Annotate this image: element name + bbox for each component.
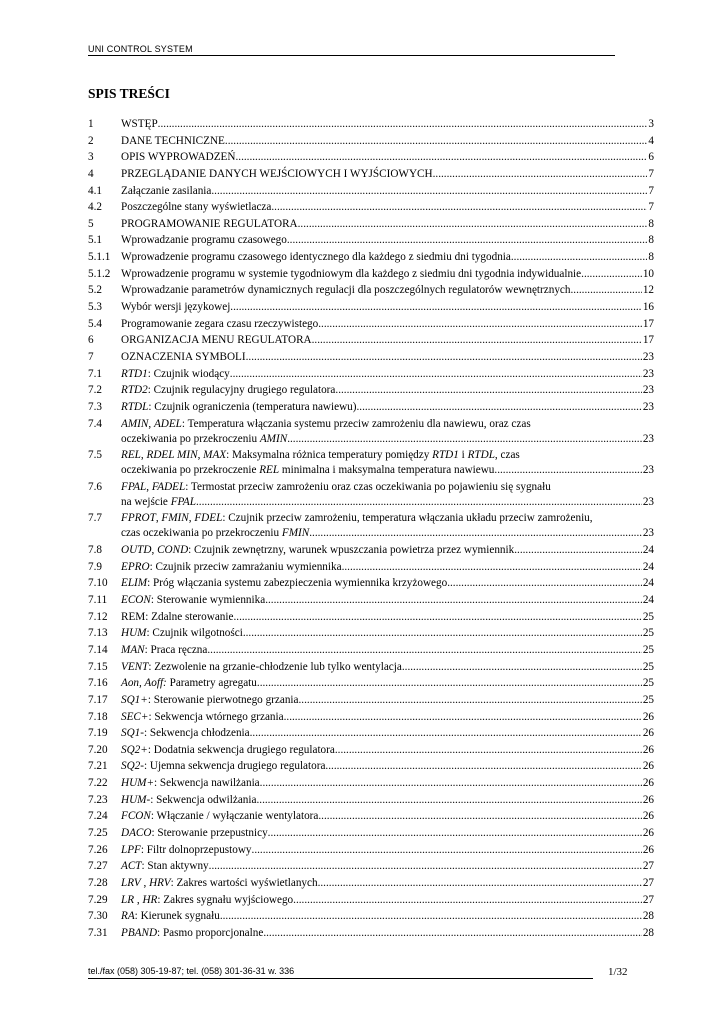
toc-leader-dots	[268, 826, 642, 841]
toc-entry-text: OZNACZENIA SYMBOLI	[121, 350, 246, 363]
toc-entry-body	[121, 480, 654, 510]
toc-entry-number: 6	[88, 334, 94, 347]
toc-entry-number: 7.28	[88, 876, 108, 889]
toc-entry-text: AMIN, ADEL: Temperatura włączania systemu przeciw zamrożeniu dla nawiewu, oraz czas	[121, 417, 531, 430]
toc-entry-text: SEC+: Sekwencja wtórnego grzania	[121, 710, 284, 723]
toc-leader-dots	[494, 463, 641, 478]
toc-entry-text: Aon, Aoff: Parametry agregatu	[121, 677, 257, 690]
toc-entry-number: 2	[88, 134, 94, 147]
toc-entry[interactable]	[88, 150, 654, 165]
toc-entry-body	[121, 167, 654, 182]
toc-entry-page: 26	[642, 810, 654, 823]
toc-entry-body	[121, 660, 654, 675]
toc-entry-page: 12	[642, 284, 654, 297]
table-of-contents	[88, 117, 654, 942]
toc-entry-page: 23	[642, 350, 654, 363]
toc-entry-page: 16	[642, 301, 654, 314]
toc-leader-dots	[298, 217, 648, 232]
toc-entry-number: 4.1	[88, 184, 102, 197]
toc-entry[interactable]	[88, 448, 654, 478]
toc-entry-page: 8	[648, 251, 654, 264]
toc-entry-page: 26	[642, 777, 654, 790]
toc-entry-text: REM: Zdalne sterowanie	[121, 610, 234, 623]
toc-entry-page: 26	[642, 793, 654, 806]
toc-entry[interactable]	[88, 876, 654, 891]
toc-entry[interactable]	[88, 184, 654, 199]
toc-entry-text: Wprowadzenie programu w systemie tygodniowym dla każdego z siedmiu dni tygodnia indywidualnie.	[121, 267, 584, 280]
toc-leader-dots	[318, 317, 642, 332]
toc-leader-dots	[271, 200, 647, 215]
toc-leader-dots	[287, 233, 648, 248]
toc-entry-number: 7	[88, 350, 94, 363]
toc-entry-body	[121, 743, 654, 758]
toc-entry-body	[121, 809, 654, 824]
toc-leader-dots	[260, 776, 642, 791]
toc-entry-number: 5.1	[88, 234, 102, 247]
footer-contact: tel./fax (058) 305-19-87; tel. (058) 301-36-31 w. 336	[88, 966, 295, 976]
toc-leader-dots	[447, 576, 642, 591]
toc-entry-text: Wprowadzanie parametrów dynamicznych regulacji dla poszczególnych regulatorów wewnętrznych.	[121, 284, 574, 297]
toc-leader-dots	[250, 726, 642, 741]
toc-entry-number: 5.1.1	[88, 251, 111, 264]
toc-entry[interactable]	[88, 367, 654, 382]
toc-entry-body	[121, 267, 654, 282]
toc-entry-number: 7.19	[88, 727, 108, 740]
toc-leader-dots	[284, 710, 642, 725]
toc-entry-body	[121, 543, 654, 558]
toc-entry[interactable]	[88, 610, 654, 625]
toc-entry-number: 7.24	[88, 810, 108, 823]
toc-entry-body	[121, 876, 654, 891]
toc-entry-text: Wprowadzanie programu czasowego	[121, 234, 287, 247]
toc-entry-number: 5	[88, 217, 94, 230]
toc-entry-body	[121, 826, 654, 841]
toc-entry-body	[121, 560, 654, 575]
toc-entry-page: 24	[642, 544, 654, 557]
toc-entry-body	[121, 333, 654, 348]
toc-entry-page: 23	[642, 400, 654, 413]
toc-leader-dots	[263, 926, 642, 941]
toc-leader-dots	[196, 495, 642, 510]
toc-entry-body	[121, 576, 654, 591]
toc-entry-text: SQ1-: Sekwencja chłodzenia	[121, 727, 250, 740]
toc-entry-page: 27	[642, 876, 654, 889]
toc-entry-page: 28	[642, 926, 654, 939]
toc-entry-number: 4	[88, 167, 94, 180]
toc-entry-number: 7.3	[88, 400, 102, 413]
toc-leader-dots	[233, 610, 641, 625]
toc-title: SPIS TREŚCI	[88, 86, 170, 101]
toc-entry-number: 7.2	[88, 384, 102, 397]
toc-entry[interactable]	[88, 333, 654, 348]
toc-leader-dots	[287, 432, 642, 447]
toc-entry-body	[121, 926, 654, 941]
toc-entry[interactable]	[88, 693, 654, 708]
toc-entry-text: SQ1+: Sterowanie pierwotnego grzania	[121, 693, 299, 706]
toc-leader-dots	[318, 876, 642, 891]
toc-entry-page: 17	[642, 317, 654, 330]
toc-entry-text: SQ2-: Ujemna sekwencja drugiego regulatora	[121, 760, 326, 773]
toc-entry[interactable]	[88, 643, 654, 658]
toc-entry-text: HUM: Czujnik wilgotności	[121, 627, 243, 640]
toc-entry[interactable]	[88, 543, 654, 558]
toc-entry[interactable]	[88, 217, 654, 232]
toc-entry[interactable]	[88, 909, 654, 924]
toc-entry-page: 4	[648, 134, 654, 147]
toc-entry-text: LRV , HRV: Zakres wartości wyświetlanych	[121, 876, 318, 889]
toc-entry-text: ORGANIZACJA MENU REGULATORA	[121, 334, 312, 347]
toc-entry-page: 25	[642, 677, 654, 690]
toc-entry-number: 7.22	[88, 777, 108, 790]
toc-entry-page: 23	[642, 527, 654, 540]
footer-rule	[88, 978, 593, 979]
toc-entry-body	[121, 400, 654, 415]
toc-entry[interactable]	[88, 233, 654, 248]
toc-entry-text: oczekiwania po przekroczenie REL minimalna i maksymalna temperatura nawiewu	[121, 464, 495, 477]
toc-entry[interactable]	[88, 250, 654, 265]
toc-entry-text: PBAND: Pasmo proporcjonalne	[121, 926, 264, 939]
toc-leader-dots	[356, 400, 641, 415]
toc-entry[interactable]	[88, 893, 654, 908]
toc-entry-page: 25	[642, 627, 654, 640]
toc-entry-page: 27	[642, 893, 654, 906]
toc-entry[interactable]	[88, 859, 654, 874]
toc-entry-number: 7.21	[88, 760, 108, 773]
toc-entry-body	[121, 726, 654, 741]
page-number: 1/32	[608, 966, 628, 978]
toc-entry-body	[121, 217, 654, 232]
toc-leader-dots	[256, 793, 641, 808]
toc-entry-number: 7.15	[88, 660, 108, 673]
toc-entry-text: WSTĘP	[121, 118, 158, 130]
toc-leader-dots	[514, 543, 642, 558]
toc-entry-number: 4.2	[88, 201, 102, 214]
toc-entry-text: SQ2+: Dodatnia sekwencja drugiego regulatora	[121, 743, 335, 756]
toc-entry-body	[121, 200, 654, 215]
toc-leader-dots	[207, 643, 641, 658]
toc-leader-dots	[257, 676, 642, 691]
toc-entry-text: LPF: Filtr dolnoprzepustowy	[121, 843, 252, 856]
toc-entry-body	[121, 859, 654, 874]
toc-entry-page: 26	[642, 727, 654, 740]
toc-leader-dots	[220, 909, 642, 924]
toc-entry-number: 7.30	[88, 910, 108, 923]
toc-entry-body	[121, 117, 654, 132]
toc-entry-page: 26	[642, 826, 654, 839]
toc-entry-page: 23	[642, 464, 654, 477]
toc-entry-number: 7.20	[88, 743, 108, 756]
toc-entry-body	[121, 693, 654, 708]
toc-leader-dots	[511, 250, 648, 265]
toc-entry-page: 26	[642, 760, 654, 773]
toc-entry-number: 7.29	[88, 893, 108, 906]
toc-entry[interactable]	[88, 843, 654, 858]
toc-entry-body	[121, 793, 654, 808]
toc-entry-page: 3	[648, 118, 654, 130]
toc-entry-page: 25	[642, 610, 654, 623]
toc-entry-page: 23	[642, 432, 654, 445]
toc-entry-number: 7.18	[88, 710, 108, 723]
toc-entry-page: 7	[648, 184, 654, 197]
toc-entry-text: RA: Kierunek sygnału	[121, 910, 220, 923]
toc-entry[interactable]	[88, 926, 654, 941]
toc-entry-number: 7.7	[88, 512, 102, 525]
toc-leader-dots	[265, 593, 642, 608]
toc-entry-body	[121, 710, 654, 725]
toc-entry[interactable]	[88, 593, 654, 608]
toc-entry-text: ELIM: Próg włączania systemu zabezpieczenia wymiennika krzyżowego	[121, 577, 448, 590]
toc-entry[interactable]	[88, 480, 654, 510]
toc-entry-body	[121, 350, 654, 365]
toc-leader-dots	[335, 743, 642, 758]
toc-entry-body	[121, 317, 654, 332]
toc-entry[interactable]	[88, 710, 654, 725]
toc-entry[interactable]	[88, 826, 654, 841]
toc-entry-page: 7	[648, 167, 654, 180]
toc-entry[interactable]	[88, 576, 654, 591]
toc-entry-number: 5.2	[88, 284, 102, 297]
toc-entry-page: 27	[642, 860, 654, 873]
toc-leader-dots	[235, 150, 647, 165]
toc-entry-text: MAN: Praca ręczna	[121, 643, 208, 656]
toc-entry-number: 1	[88, 118, 94, 130]
toc-entry-body	[121, 626, 654, 641]
toc-entry-page: 6	[648, 151, 654, 164]
toc-entry-text: HUM-: Sekwencja odwilżania	[121, 793, 257, 806]
toc-entry-text: OUTD, COND: Czujnik zewnętrzny, warunek wpuszczania powietrza przez wymiennik	[121, 544, 515, 557]
toc-entry-text: na wejście FPAL	[121, 495, 196, 508]
toc-entry-page: 24	[642, 560, 654, 573]
toc-leader-dots	[312, 333, 642, 348]
toc-entry-number: 7.23	[88, 793, 108, 806]
toc-entry-number: 7.10	[88, 577, 108, 590]
toc-entry-text: PROGRAMOWANIE REGULATORA	[121, 217, 298, 230]
toc-entry-number: 7.1	[88, 367, 102, 380]
toc-entry[interactable]	[88, 383, 654, 398]
toc-entry-text: FCON: Włączanie / wyłączanie wentylatora	[121, 810, 319, 823]
toc-entry-number: 7.9	[88, 560, 102, 573]
toc-entry-text: REL, RDEL MIN, MAX: Maksymalna różnica temperatury pomiędzy RTD1 i RTDL, czas	[121, 449, 520, 462]
toc-entry-text: RTDL: Czujnik ograniczenia (temperatura nawiewu)	[121, 400, 357, 413]
toc-entry-page: 26	[642, 710, 654, 723]
toc-entry[interactable]	[88, 759, 654, 774]
toc-entry-body	[121, 417, 654, 447]
toc-entry-text: Wprowadzenie programu czasowego identycznego dla każdego z siedmiu dni tygodnia	[121, 251, 511, 264]
toc-entry[interactable]	[88, 117, 654, 132]
header-rule	[88, 55, 615, 56]
toc-entry[interactable]	[88, 743, 654, 758]
toc-entry-number: 7.26	[88, 843, 108, 856]
toc-entry-page: 26	[642, 843, 654, 856]
toc-entry-number: 5.4	[88, 317, 102, 330]
toc-entry-number: 7.5	[88, 449, 102, 462]
toc-entry-text: HUM+: Sekwencja nawilżania	[121, 777, 260, 790]
toc-entry-body	[121, 134, 654, 149]
toc-leader-dots	[225, 134, 648, 149]
toc-leader-dots	[309, 526, 642, 541]
toc-entry-body	[121, 776, 654, 791]
toc-entry-page: 23	[642, 367, 654, 380]
toc-entry-number: 7.14	[88, 643, 108, 656]
toc-entry-text: RTD1: Czujnik wiodący	[121, 367, 230, 380]
toc-entry-number: 7.6	[88, 480, 102, 493]
toc-entry-body	[121, 150, 654, 165]
toc-entry-number: 7.27	[88, 860, 108, 873]
toc-entry-page: 10	[642, 267, 654, 280]
toc-leader-dots	[299, 693, 642, 708]
toc-entry[interactable]	[88, 200, 654, 215]
toc-entry-text: Wybór wersji językowej.	[121, 301, 234, 314]
toc-entry-number: 7.25	[88, 826, 108, 839]
toc-entry-text: Poszczególne stany wyświetlacza	[121, 201, 272, 214]
toc-entry-page: 8	[648, 234, 654, 247]
toc-entry-body	[121, 184, 654, 199]
toc-entry-text: VENT: Zezwolenie na grzanie-chłodzenie lub tylko wentylacja	[121, 660, 402, 673]
toc-entry-page: 26	[642, 743, 654, 756]
toc-entry[interactable]	[88, 560, 654, 575]
toc-entry[interactable]	[88, 167, 654, 182]
toc-entry-body	[121, 233, 654, 248]
toc-leader-dots	[433, 167, 648, 182]
toc-entry-body	[121, 893, 654, 908]
toc-entry-text: Programowanie zegara czasu rzeczywistego	[121, 317, 319, 330]
toc-entry-page: 25	[642, 693, 654, 706]
toc-entry-body	[121, 759, 654, 774]
toc-entry-text: LR , HR: Zakres sygnału wyjściowego	[121, 893, 294, 906]
toc-entry-text: Załączanie zasilania	[121, 184, 212, 197]
toc-leader-dots	[325, 759, 641, 774]
toc-leader-dots	[158, 117, 648, 132]
toc-entry-body	[121, 448, 654, 478]
toc-leader-dots	[342, 560, 642, 575]
toc-leader-dots	[211, 184, 647, 199]
toc-leader-dots	[584, 267, 642, 282]
toc-entry-body	[121, 843, 654, 858]
toc-entry-number: 3	[88, 151, 94, 164]
toc-entry-page: 25	[642, 660, 654, 673]
toc-entry[interactable]	[88, 267, 654, 282]
toc-entry[interactable]	[88, 134, 654, 149]
running-header: UNI CONTROL SYSTEM	[88, 44, 193, 54]
toc-entry-number: 5.3	[88, 301, 102, 314]
toc-leader-dots	[243, 626, 642, 641]
toc-entry[interactable]	[88, 400, 654, 415]
toc-entry-body	[121, 643, 654, 658]
toc-entry-number: 7.31	[88, 926, 108, 939]
toc-entry-body	[121, 909, 654, 924]
toc-entry-number: 7.17	[88, 693, 108, 706]
toc-entry-page: 8	[648, 217, 654, 230]
toc-entry-text: FPROT, FMIN, FDEL: Czujnik przeciw zamrożeniu, temperatura włączania układu przeciw zamrożeniu,	[121, 512, 593, 525]
toc-entry-number: 7.11	[88, 594, 108, 607]
toc-entry-page: 24	[642, 577, 654, 590]
toc-entry[interactable]	[88, 417, 654, 447]
toc-leader-dots	[335, 383, 641, 398]
toc-entry-text: RTD2: Czujnik regulacyjny drugiego regulatora	[121, 384, 336, 397]
toc-entry[interactable]	[88, 660, 654, 675]
toc-entry-number: 5.1.2	[88, 267, 111, 280]
toc-entry-text: DACO: Sterowanie przepustnicy	[121, 826, 268, 839]
toc-entry-page: 23	[642, 384, 654, 397]
toc-entry-body	[121, 610, 654, 625]
toc-entry-page: 23	[642, 495, 654, 508]
toc-entry-text: DANE TECHNICZNE	[121, 134, 225, 147]
toc-entry-body	[121, 250, 654, 265]
toc-entry[interactable]	[88, 809, 654, 824]
toc-entry-number: 7.8	[88, 544, 102, 557]
toc-entry[interactable]	[88, 350, 654, 365]
toc-entry-body	[121, 511, 654, 541]
toc-entry[interactable]	[88, 300, 654, 315]
toc-leader-dots	[402, 660, 642, 675]
toc-entry[interactable]	[88, 726, 654, 741]
toc-entry-page: 7	[648, 201, 654, 214]
toc-entry-text: OPIS WYPROWADZEŃ	[121, 151, 236, 164]
toc-leader-dots	[573, 283, 642, 298]
toc-entry[interactable]	[88, 776, 654, 791]
toc-entry[interactable]	[88, 511, 654, 541]
toc-leader-dots	[233, 300, 642, 315]
toc-leader-dots	[293, 893, 642, 908]
toc-entry-page: 25	[642, 643, 654, 656]
toc-leader-dots	[252, 843, 642, 858]
toc-entry[interactable]	[88, 283, 654, 298]
toc-entry-text: PRZEGLĄDANIE DANYCH WEJŚCIOWYCH I WYJŚCIOWYCH	[121, 167, 433, 180]
toc-leader-dots	[246, 350, 642, 365]
toc-entry[interactable]	[88, 793, 654, 808]
toc-entry-number: 7.4	[88, 417, 102, 430]
toc-entry-number: 7.16	[88, 677, 108, 690]
toc-entry-text: FPAL, FADEL: Termostat przeciw zamrożeniu oraz czas oczekiwania po pojawieniu się sygnału	[121, 480, 551, 493]
toc-entry-number: 7.13	[88, 627, 108, 640]
toc-entry-page: 24	[642, 594, 654, 607]
toc-entry-page: 17	[642, 334, 654, 347]
toc-entry[interactable]	[88, 626, 654, 641]
toc-entry-text: oczekiwania po przekroczeniu AMIN	[121, 432, 288, 445]
toc-leader-dots	[209, 859, 642, 874]
toc-entry-body	[121, 283, 654, 298]
toc-entry-body	[121, 367, 654, 382]
toc-entry-text: EPRO: Czujnik przeciw zamrażaniu wymiennika	[121, 560, 342, 573]
toc-entry-text: ACT: Stan aktywny	[121, 860, 209, 873]
toc-entry-text: czas oczekiwania po przekroczeniu FMIN	[121, 527, 310, 540]
toc-entry[interactable]	[88, 317, 654, 332]
toc-entry-number: 7.12	[88, 610, 108, 623]
toc-entry-body	[121, 593, 654, 608]
toc-entry-body	[121, 300, 654, 315]
toc-leader-dots	[318, 809, 641, 824]
toc-entry-text: ECON: Sterowanie wymiennika	[121, 594, 266, 607]
toc-entry-body	[121, 383, 654, 398]
toc-entry[interactable]	[88, 676, 654, 691]
toc-entry-body	[121, 676, 654, 691]
toc-entry-page: 28	[642, 910, 654, 923]
toc-leader-dots	[230, 367, 642, 382]
